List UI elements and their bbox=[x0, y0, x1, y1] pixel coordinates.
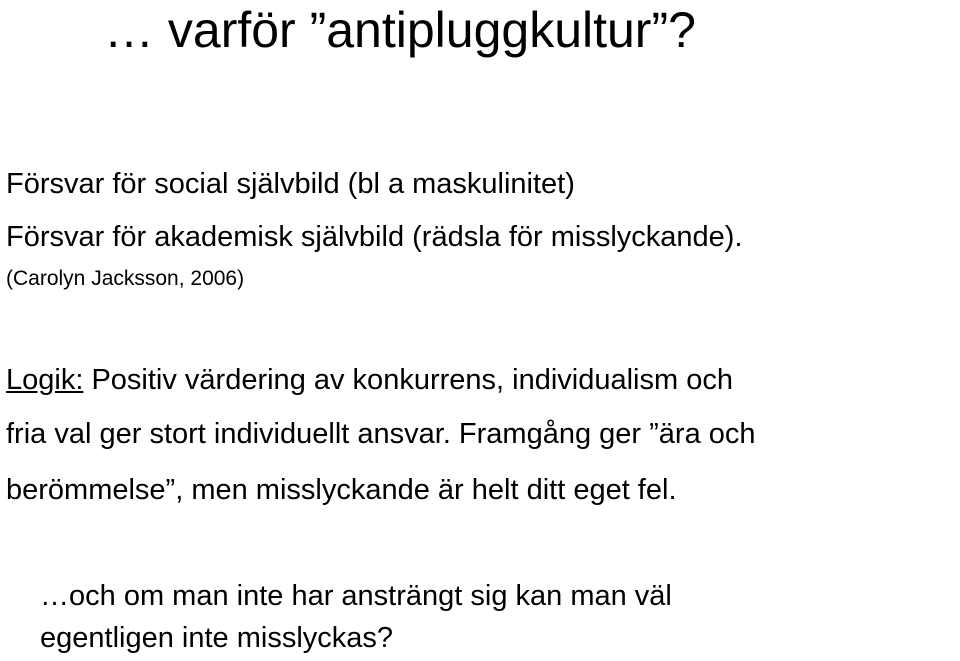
ending-line-2: egentligen inte misslyckas? bbox=[40, 622, 394, 654]
citation: (Carolyn Jacksson, 2006) bbox=[6, 267, 245, 290]
logic-line-3: berömmelse”, men misslyckande är helt ditt eget fel. bbox=[6, 474, 677, 506]
ending-line-1: …och om man inte har ansträngt sig kan man väl bbox=[40, 580, 672, 612]
point-academic-self-image: Försvar för akademisk självbild (rädsla för misslyckande). bbox=[6, 221, 743, 253]
logic-line-1 bbox=[6, 366, 733, 395]
logic-line-2: fria val ger stort individuellt ansvar. Framgång ger ”ära och bbox=[6, 418, 756, 450]
logic-label: Logik: bbox=[6, 364, 84, 396]
logic-line-1-text: Positiv värdering av konkurrens, individualism och bbox=[83, 364, 733, 396]
slide-title: … varför ”antipluggkultur”? bbox=[104, 2, 696, 58]
point-social-self-image: Försvar för social självbild (bl a maskulinitet) bbox=[6, 168, 575, 200]
